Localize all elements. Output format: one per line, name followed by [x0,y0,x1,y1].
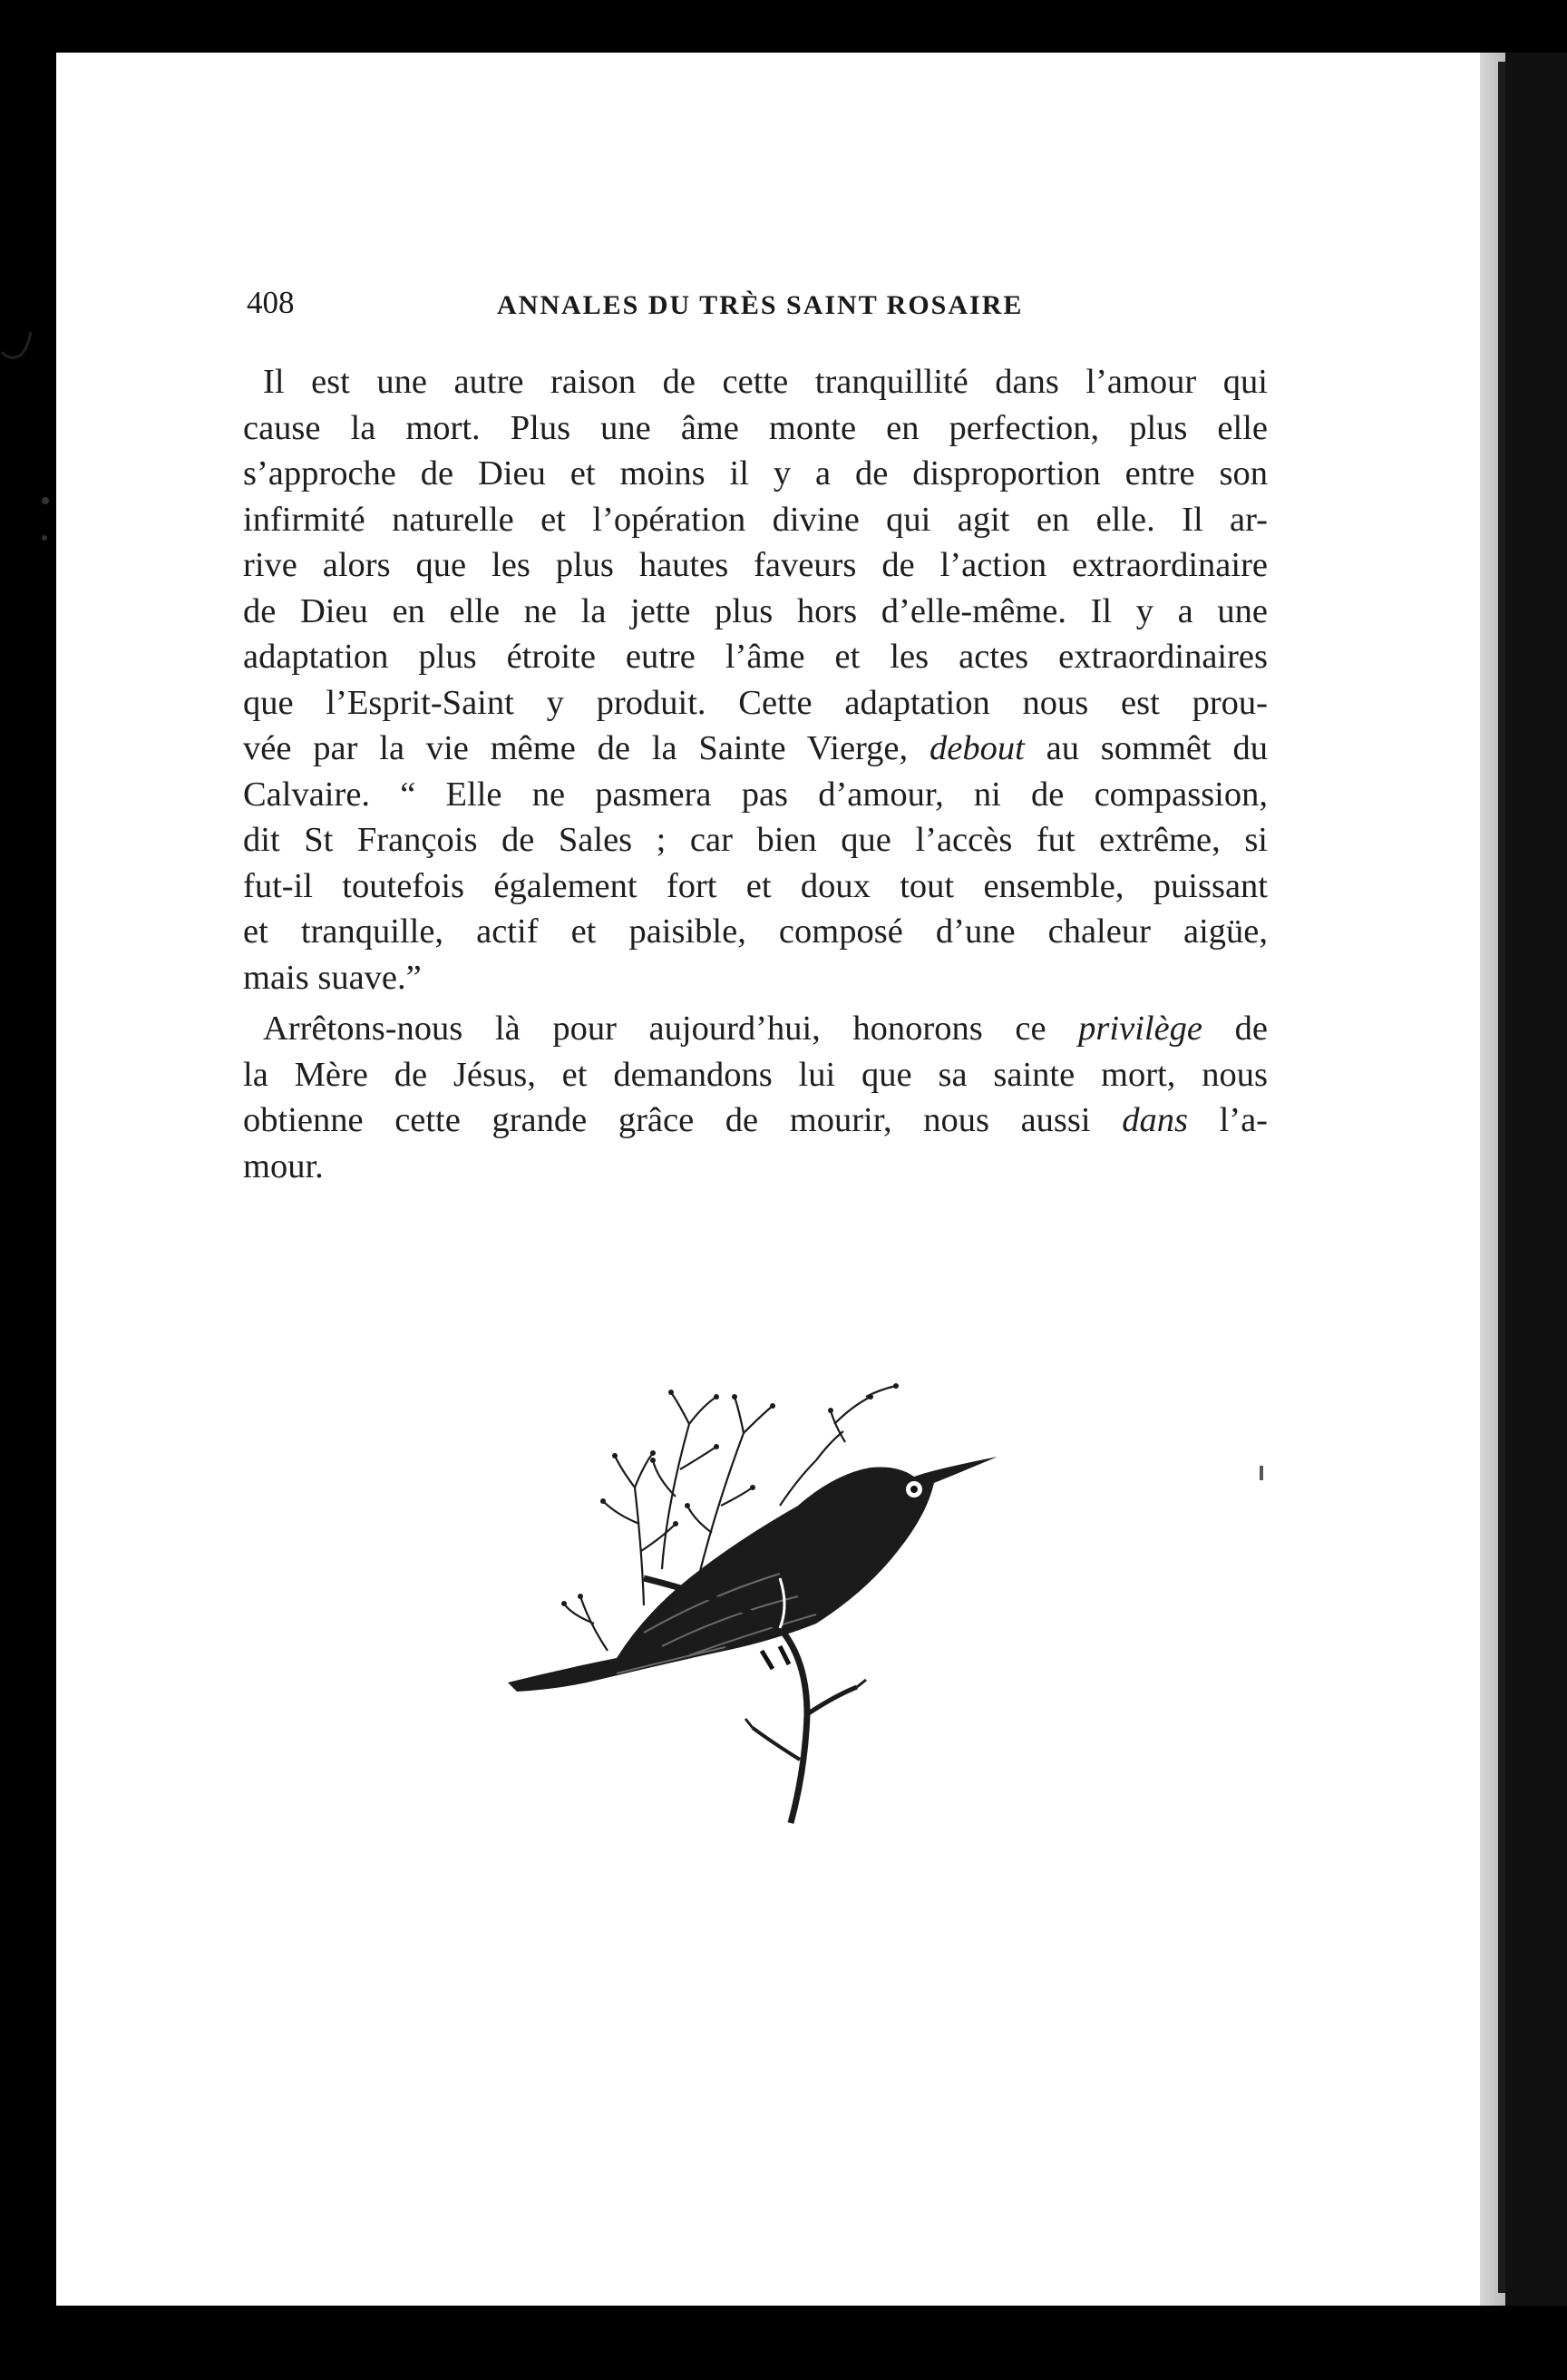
text-line: et tranquille, actif et paisible, composé d’une chaleur aigüe, [243,912,1268,951]
margin-dot [42,497,49,504]
text-line: de Dieu en elle ne la jette plus hors d’elle-même. Il y a une [243,591,1268,630]
italic-word: dans [1122,1101,1188,1139]
page-number: 408 [247,285,295,320]
text-line: dit St François de Sales ; car bien que l’accès fut extrême, si [243,821,1268,859]
text-line: rive alors que les plus hautes faveurs de l’action extraordinaire [243,546,1268,584]
bird-on-branch-illustration [508,1370,1016,1850]
italic-word: privilège [1078,1010,1203,1048]
text-line: mais suave.” [243,958,422,997]
text-line: Calvaire. “ Elle ne pasmera pas d’amour, ni de compassion, [243,775,1268,814]
right-scan-border [1505,53,1567,2306]
stray-speck [1260,1466,1263,1480]
text-line: Il est une autre raison de cette tranquillité dans l’amour qui [263,363,1268,401]
text-line: mour. [243,1146,324,1185]
text-line: infirmité naturelle et l’opération divine qui agit en elle. Il ar- [243,500,1268,539]
text-run: obtienne cette grande grâce de mourir, nous aussi [243,1101,1091,1139]
margin-dot [42,535,47,541]
text-line [243,1006,1268,1052]
text-line: fut-il toutefois également fort et doux tout ensemble, puissant [243,866,1268,905]
paragraph [243,1006,1268,1189]
paragraph [243,359,1268,1000]
text-run: de [1234,1010,1268,1048]
text-run: l’a- [1219,1101,1269,1139]
text-run: vée par la vie même de la Sainte Vierge, [243,729,909,767]
text-line [243,726,1268,772]
text-line: que l’Esprit-Saint y produit. Cette adaptation nous est prou- [243,683,1268,722]
margin-check-mark [0,319,54,374]
text-line: adaptation plus étroite eutre l’âme et les actes extraordinaires [243,638,1268,676]
text-line: s’approche de Dieu et moins il y a de disproportion entre son [243,454,1268,493]
running-title: ANNALES DU TRÈS SAINT ROSAIRE [497,290,1024,320]
text-line [243,1097,1268,1144]
text-run: au sommêt du [1046,729,1269,767]
bird-body [508,1457,998,1692]
text-line: cause la mort. Plus une âme monte en perfection, plus elle [243,408,1268,447]
text-run: Arrêtons-nous là pour aujourd’hui, honorons ce [263,1010,1046,1048]
text-line: la Mère de Jésus, et demandons lui que sa sainte mort, nous [243,1055,1268,1094]
italic-word: debout [929,729,1025,767]
body-text [243,359,1268,1189]
running-header [247,285,1268,327]
bird-feet [762,1646,789,1669]
